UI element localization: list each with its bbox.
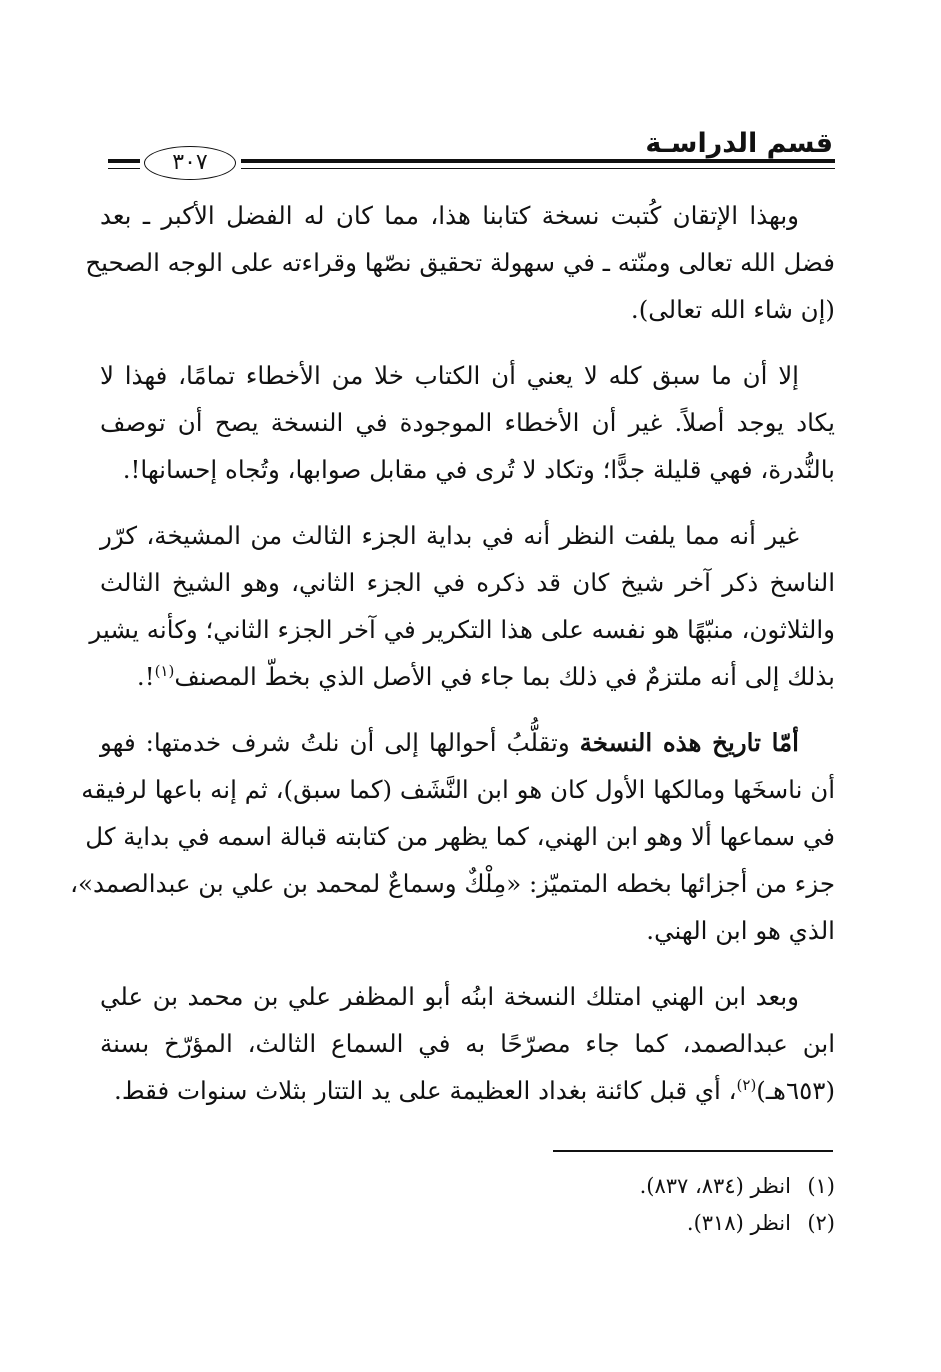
text-line: وبهذا الإتقان كُتبت نسخة كتابنا هذا، مما كان له الفضل الأكبر ـ بعد [100, 201, 799, 230]
header-rule [241, 159, 835, 169]
text-line: يكاد يوجد أصلاً. غير أن الأخطاء الموجودة في النسخة يصح أن توصف [100, 408, 835, 437]
footnote-separator [553, 1150, 833, 1152]
footnote-text: انظر (٨٣٤، ٨٣٧). [639, 1174, 791, 1198]
text-line: والثلاثون، منبّهًا هو نفسه على هذا التكرير في آخر الجزء الثاني؛ وكأنه يشير [89, 615, 835, 644]
text-line: إلا أن ما سبق كله لا يعني أن الكتاب خلا من الأخطاء تمامًا، فهذا لا [100, 361, 799, 390]
text-line-with-heading [100, 719, 835, 766]
footnote-text: انظر (٣١٨). [686, 1211, 791, 1235]
footnotes [335, 1168, 835, 1242]
page-number: ٣٠٧ [144, 146, 236, 180]
footnote-2 [335, 1205, 835, 1242]
bold-lead: أمّا تاريخ هذه النسخة [579, 728, 799, 757]
text-line: في سماعها ألا وهو ابن الهني، كما يظهر من كتابته قبالة اسمه في بداية كل [85, 822, 835, 851]
footnote-number: (٢) [807, 1211, 835, 1235]
header-rule-short [108, 159, 140, 169]
text-segment: !. [136, 662, 155, 691]
footnote-ref-1: (١) [154, 661, 175, 680]
text-line-with-note [100, 653, 835, 700]
text-segment: ، أي قبل كائنة بغداد العظيمة على يد التتار بثلاث سنوات فقط. [114, 1076, 737, 1105]
footnote-number: (١) [807, 1174, 835, 1198]
paragraph-4 [70, 719, 835, 954]
text-line: فضل الله تعالى ومنّته ـ في سهولة تحقيق نصّها وقراءته على الوجه الصحيح [85, 248, 835, 277]
text-line: أن ناسخَها ومالكها الأول كان هو ابن النَّشَف (كما سبق)، ثم إنه باعها لرفيقه [81, 775, 835, 804]
text-line: وبعد ابن الهني امتلك النسخة ابنُه أبو المظفر علي بن محمد بن علي [100, 982, 799, 1011]
text-segment: بذلك إلى أنه ملتزمٌ في ذلك بما جاء في الأصل الذي بخطّ المصنف [174, 662, 835, 691]
text-line: بالنُّدرة، فهي قليلة جدًّا؛ وتكاد لا تُرى في مقابل صوابها، وتُجاه إحسانها!. [122, 455, 835, 484]
section-title: قسم الدراسـة [645, 128, 833, 159]
text-line: غير أنه مما يلفت النظر أنه في بداية الجزء الثالث من المشيخة، كرّر [100, 521, 799, 550]
paragraph-2 [100, 352, 835, 493]
text-line: الذي هو ابن الهني. [646, 916, 835, 945]
paragraph-5 [100, 973, 835, 1114]
footnote-ref-2: (٢) [736, 1075, 757, 1094]
footnote-1 [335, 1168, 835, 1205]
paragraph-3 [89, 512, 835, 700]
text-line: (إن شاء الله تعالى). [630, 295, 835, 324]
text-segment: (٦٥٣هـ) [756, 1076, 835, 1105]
text-line: جزء من أجزائها بخطه المتميّز: «مِلْكٌ وسماعٌ لمحمد بن علي بن عبدالصمد»، [70, 869, 835, 898]
text-line-with-note [100, 1067, 835, 1114]
text-line: الناسخ ذكر آخر شيخ كان قد ذكره في الجزء الثاني، وهو الشيخ الثالث [100, 568, 835, 597]
paragraph-1 [85, 192, 835, 333]
main-text [70, 192, 835, 1133]
text-segment: وتقلُّبُ أحوالها إلى أن نلتُ شرف خدمتها: فهو [100, 728, 570, 757]
text-line: ابن عبدالصمد، كما جاء مصرّحًا به في السماع الثالث، المؤرّخ بسنة [100, 1029, 835, 1058]
